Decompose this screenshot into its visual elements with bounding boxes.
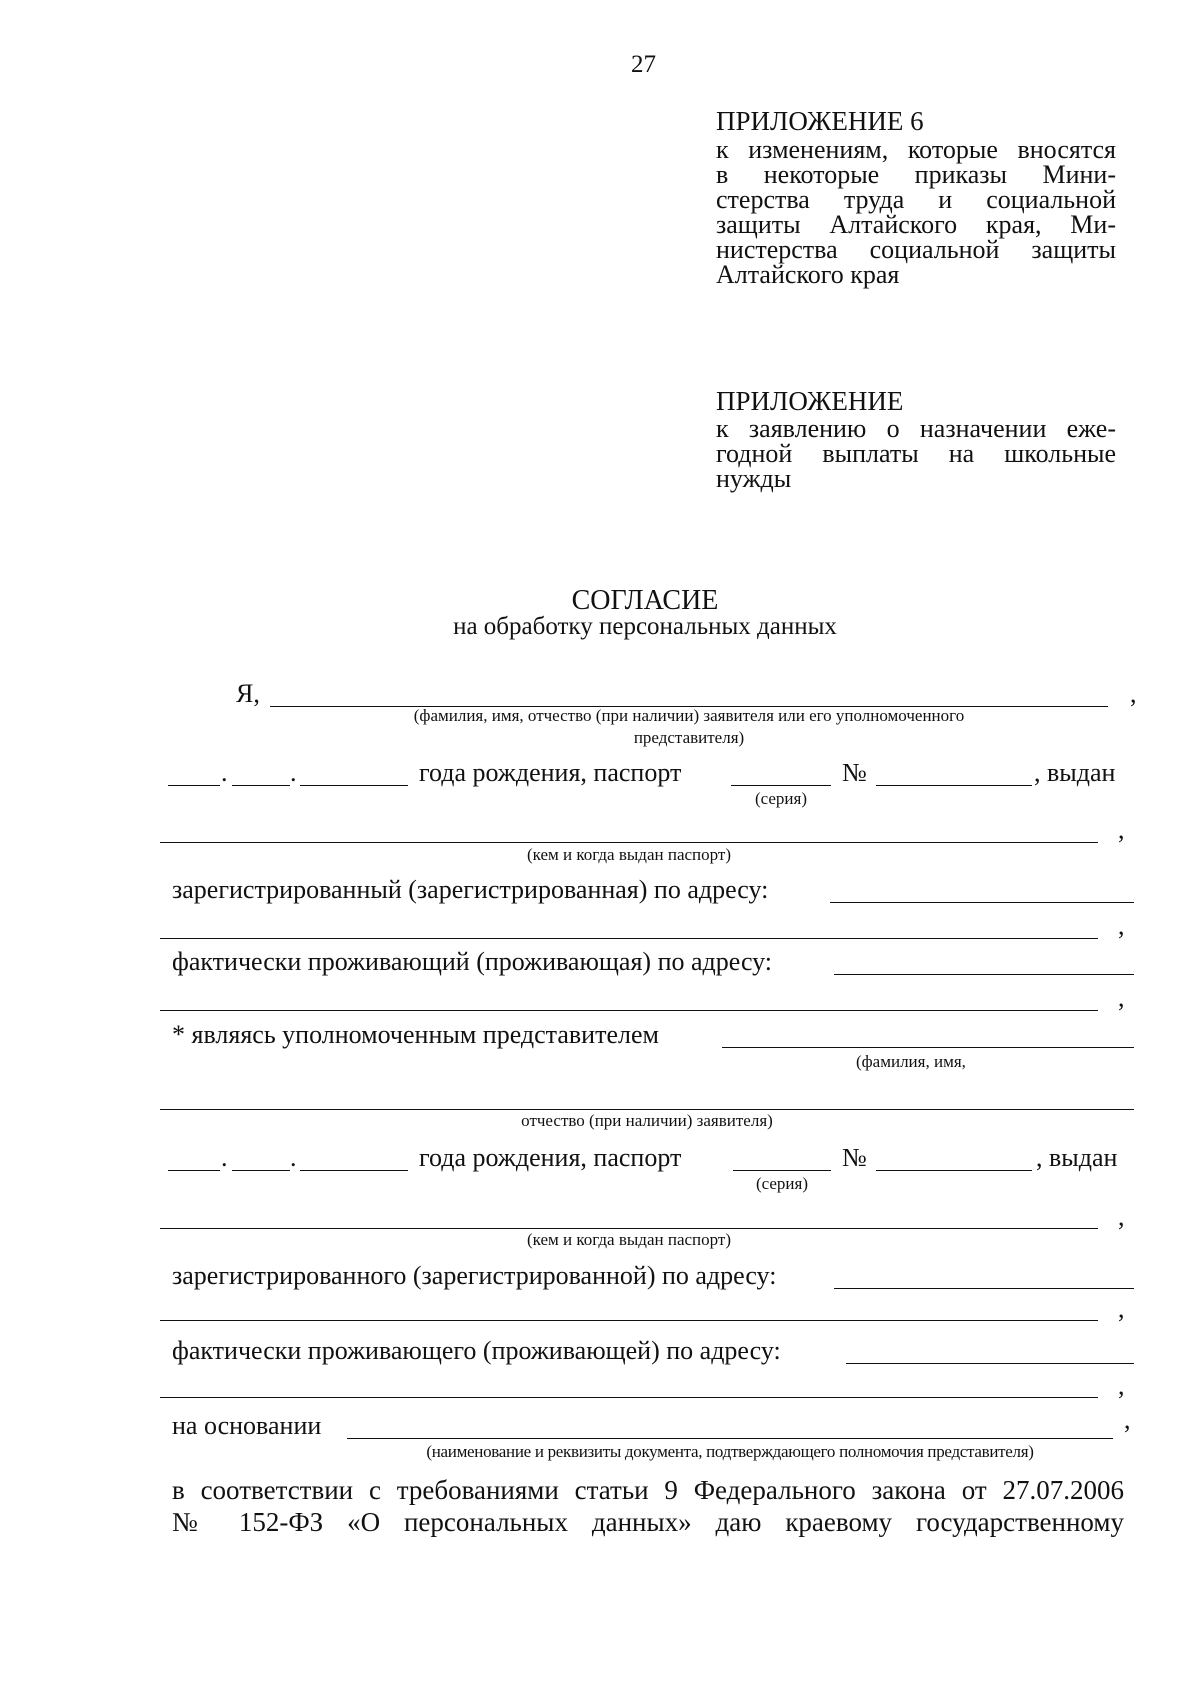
representative-caption: отчество (при наличии) заявителя) xyxy=(521,1111,773,1130)
number-sign: № xyxy=(842,758,867,787)
consent-text-line: № 152-ФЗ «О персональных данных» даю краевому государственному xyxy=(172,1507,1124,1537)
comma: , xyxy=(1118,815,1125,844)
actual-address-field-2[interactable] xyxy=(160,1010,1098,1011)
appendix-6-line: в некоторые приказы Мини- xyxy=(716,160,1116,189)
appendix-6-title: ПРИЛОЖЕНИЕ 6 xyxy=(716,106,924,136)
appendix-title: ПРИЛОЖЕНИЕ xyxy=(716,386,904,416)
comma: , xyxy=(1124,1405,1131,1434)
rep-birth-year-field[interactable] xyxy=(300,1170,408,1171)
rep-actual-address-field[interactable] xyxy=(846,1363,1134,1364)
page-number: 27 xyxy=(631,51,656,78)
date-dot: . xyxy=(221,758,228,787)
date-dot: . xyxy=(290,758,297,787)
comma: , xyxy=(1118,983,1125,1012)
appendix-6-line: нистерства социальной защиты xyxy=(716,235,1116,264)
rep-birth-day-field[interactable] xyxy=(168,1170,220,1171)
basis-caption: (наименование и реквизиты документа, подтверждающего полномочия представителя) xyxy=(426,1442,1034,1461)
birth-day-field[interactable] xyxy=(168,785,220,786)
issued-label: , выдан xyxy=(1036,1143,1118,1172)
birth-passport-label: года рождения, паспорт xyxy=(419,758,682,787)
issued-by-caption: (кем и когда выдан паспорт) xyxy=(526,1230,731,1249)
basis-field[interactable] xyxy=(347,1438,1113,1439)
issued-by-caption: (кем и когда выдан паспорт) xyxy=(526,845,731,864)
birth-month-field[interactable] xyxy=(232,785,290,786)
date-dot: . xyxy=(221,1143,228,1172)
comma: , xyxy=(1118,1371,1125,1400)
appendix-line: к заявлению о назначении еже- xyxy=(716,414,1116,443)
rep-actual-address-field-2[interactable] xyxy=(160,1397,1098,1398)
series-caption: (серия) xyxy=(754,789,808,808)
representative-field[interactable] xyxy=(722,1047,1134,1048)
comma: , xyxy=(1118,1202,1125,1231)
i-label: Я, xyxy=(236,679,260,708)
applicant-caption: представителя) xyxy=(633,728,745,747)
series-caption: (серия) xyxy=(755,1174,809,1193)
representative-field-2[interactable] xyxy=(160,1109,1134,1110)
rep-passport-number-field[interactable] xyxy=(876,1170,1032,1171)
registered-address-field[interactable] xyxy=(830,902,1134,903)
consent-text-line: в соответствии с требованиями статьи 9 Федерального закона от 27.07.2006 xyxy=(172,1475,1124,1505)
date-dot: . xyxy=(290,1143,297,1172)
applicant-caption: (фамилия, имя, отчество (при наличии) заявителя или его уполномоченного xyxy=(413,706,965,725)
birth-year-field[interactable] xyxy=(300,785,408,786)
appendix-line: нужды xyxy=(716,464,792,493)
representative-caption: (фамилия, имя, xyxy=(856,1052,966,1071)
comma: , xyxy=(1118,1294,1125,1323)
birth-passport-label: года рождения, паспорт xyxy=(419,1143,682,1172)
comma: , xyxy=(1118,911,1125,940)
rep-birth-month-field[interactable] xyxy=(232,1170,290,1171)
appendix-6-line: Алтайского края xyxy=(716,260,900,289)
appendix-6-line: к изменениям, которые вносятся xyxy=(716,135,1116,164)
rep-registered-address-field-2[interactable] xyxy=(160,1320,1098,1321)
passport-number-field[interactable] xyxy=(876,785,1032,786)
issued-label: , выдан xyxy=(1034,758,1116,787)
rep-registered-address-field[interactable] xyxy=(834,1288,1134,1289)
consent-title: СОГЛАСИЕ xyxy=(571,585,719,616)
passport-series-field[interactable] xyxy=(731,785,831,786)
rep-passport-series-field[interactable] xyxy=(733,1170,831,1171)
registered-address-field-2[interactable] xyxy=(160,938,1098,939)
basis-label: на основании xyxy=(172,1411,322,1440)
appendix-6-line: стерства труда и социальной xyxy=(716,185,1116,214)
issued-by-field[interactable] xyxy=(160,842,1098,843)
rep-registered-label: зарегистрированного (зарегистрированной) по адресу: xyxy=(172,1261,777,1290)
registered-label: зарегистрированный (зарегистрированная) по адресу: xyxy=(172,875,769,904)
actual-address-label: фактически проживающий (проживающая) по адресу: xyxy=(172,947,773,976)
rep-actual-address-label: фактически проживающего (проживающей) по адресу: xyxy=(172,1336,781,1365)
appendix-6-line: защиты Алтайского края, Ми- xyxy=(716,210,1116,239)
consent-subtitle: на обработку персональных данных xyxy=(453,613,837,640)
representative-label: * являясь уполномоченным представителем xyxy=(172,1020,659,1049)
appendix-line: годной выплаты на школьные xyxy=(716,439,1116,468)
actual-address-field[interactable] xyxy=(834,974,1134,975)
number-sign: № xyxy=(842,1143,867,1172)
rep-issued-by-field[interactable] xyxy=(160,1228,1098,1229)
comma: , xyxy=(1130,679,1137,708)
